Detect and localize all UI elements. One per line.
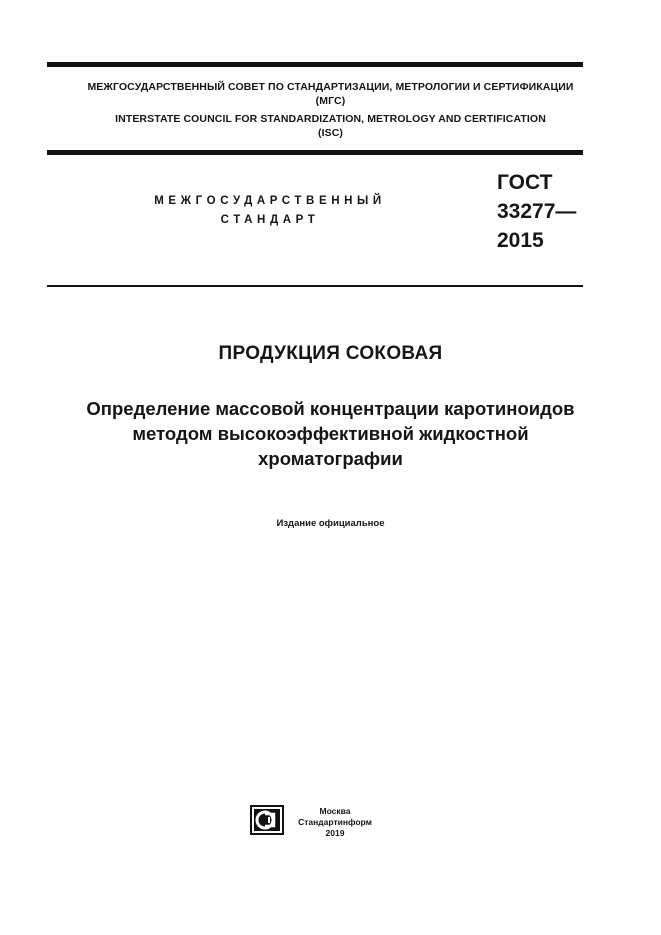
- interstate-label-line2: СТАНДАРТ: [220, 214, 320, 226]
- publisher-name: Стандартинформ: [298, 817, 372, 827]
- subtitle-line3: хроматографии: [258, 448, 403, 469]
- top-rule: [47, 62, 583, 67]
- gost-prefix: ГОСТ: [497, 171, 553, 194]
- subtitle-line2: методом высокоэффективной жидкостной: [132, 423, 529, 444]
- council-ru-line1: МЕЖГОСУДАРСТВЕННЫЙ СОВЕТ ПО СТАНДАРТИЗАЦИИ, МЕТРОЛОГИИ И СЕРТИФИКАЦИИ: [87, 81, 574, 93]
- document-title: ПРОДУКЦИЯ СОКОВАЯ: [218, 343, 443, 364]
- publisher-city: Москва: [319, 806, 351, 816]
- publisher-block: [290, 806, 380, 839]
- edition-label: Издание официальное: [276, 518, 385, 529]
- gost-number: 33277—: [497, 200, 577, 223]
- designation-divider-rule: [47, 285, 583, 287]
- header-divider-rule: [47, 150, 583, 155]
- council-en-line1: INTERSTATE COUNCIL FOR STANDARDIZATION, METROLOGY AND CERTIFICATION: [115, 113, 546, 125]
- gost-designation: [497, 168, 576, 255]
- council-ru-abbr: (МГС): [315, 95, 346, 107]
- gost-year: 2015: [497, 229, 544, 252]
- council-en-abbr: (ISC): [318, 127, 343, 139]
- interstate-label-line1: МЕЖГОСУДАРСТВЕННЫЙ: [154, 195, 386, 207]
- subtitle-line1: Определение массовой концентрации каротиноидов: [86, 398, 575, 419]
- publisher-year: 2019: [325, 828, 345, 838]
- standartinform-logo-icon: [250, 805, 284, 835]
